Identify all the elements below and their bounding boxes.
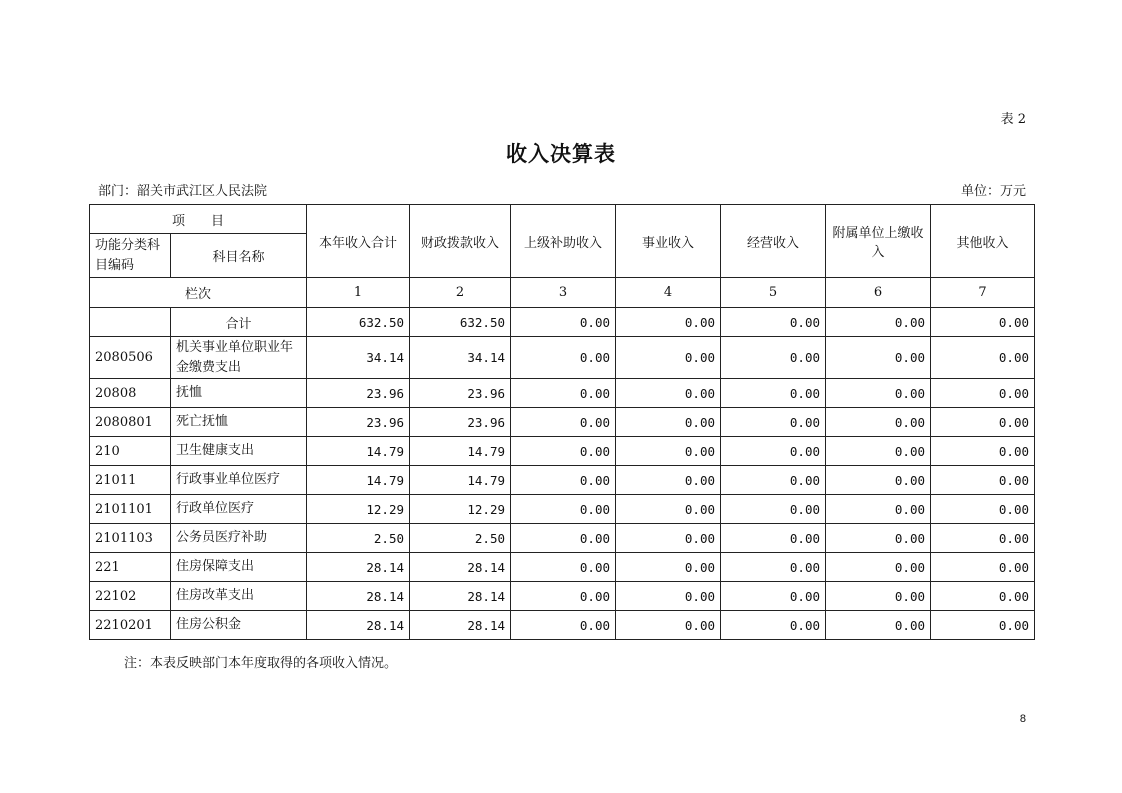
department-label: 部门：韶关市武江区人民法院 [98,184,268,199]
row-value: 12.29 [307,495,410,524]
page-title: 收入决算表 [506,142,616,166]
row-value: 0.00 [721,553,826,582]
table-number: 表 2 [1000,112,1026,127]
row-value: 0.00 [721,495,826,524]
row-value: 0.00 [826,408,931,437]
row-value: 0.00 [931,582,1035,611]
total-value: 632.50 [307,308,410,337]
row-value: 0.00 [511,553,616,582]
table-row [90,611,1035,640]
header-col-6: 附属单位上缴收入 [826,205,931,278]
row-value: 0.00 [826,379,931,408]
row-value: 0.00 [511,379,616,408]
row-value: 0.00 [616,437,721,466]
row-value: 14.79 [410,466,511,495]
row-code: 21011 [90,466,171,495]
row-value: 28.14 [410,611,511,640]
table-note: 注：本表反映部门本年度取得的各项收入情况。 [124,656,398,671]
table-row [90,466,1035,495]
row-value: 0.00 [931,408,1035,437]
row-subject-name: 住房保障支出 [171,553,307,582]
row-value: 0.00 [721,408,826,437]
row-value: 23.96 [410,379,511,408]
column-number: 6 [826,278,931,308]
column-number: 3 [511,278,616,308]
row-value: 0.00 [616,379,721,408]
header-col-1: 本年收入合计 [307,205,410,278]
row-value: 0.00 [826,437,931,466]
header-col-4: 事业收入 [616,205,721,278]
column-number: 4 [616,278,721,308]
row-value: 0.00 [616,524,721,553]
row-value: 14.79 [410,437,511,466]
page-number: 8 [1019,713,1026,725]
header-col-3: 上级补助收入 [511,205,616,278]
column-number-label: 栏次 [90,278,307,308]
row-code: 2080506 [90,337,171,379]
total-row [90,308,1035,337]
row-code: 2080801 [90,408,171,437]
table-row [90,524,1035,553]
row-value: 0.00 [511,611,616,640]
row-value: 0.00 [721,337,826,379]
total-value: 0.00 [616,308,721,337]
row-value: 0.00 [931,611,1035,640]
unit-label: 单位：万元 [960,184,1026,199]
row-value: 28.14 [307,611,410,640]
row-value: 0.00 [931,337,1035,379]
header-item: 项 目 [90,205,307,234]
total-code-cell [90,308,171,337]
row-value: 0.00 [616,408,721,437]
table-row [90,437,1035,466]
row-value: 23.96 [307,408,410,437]
row-value: 0.00 [826,524,931,553]
total-value: 632.50 [410,308,511,337]
row-value: 0.00 [511,582,616,611]
row-value: 0.00 [826,337,931,379]
row-value: 23.96 [410,408,511,437]
row-code: 22102 [90,582,171,611]
row-value: 0.00 [826,582,931,611]
row-value: 28.14 [307,553,410,582]
row-value: 0.00 [511,437,616,466]
row-value: 0.00 [616,582,721,611]
row-value: 2.50 [307,524,410,553]
row-value: 0.00 [721,611,826,640]
row-subject-name: 行政单位医疗 [171,495,307,524]
row-subject-name: 机关事业单位职业年金缴费支出 [171,337,307,379]
row-subject-name: 公务员医疗补助 [171,524,307,553]
row-value: 34.14 [307,337,410,379]
table-row [90,337,1035,379]
row-value: 28.14 [410,553,511,582]
row-value: 0.00 [616,466,721,495]
table-row [90,408,1035,437]
column-number: 1 [307,278,410,308]
row-value: 0.00 [511,495,616,524]
row-value: 0.00 [721,524,826,553]
row-value: 0.00 [721,466,826,495]
row-value: 0.00 [511,408,616,437]
row-value: 0.00 [511,337,616,379]
row-subject-name: 抚恤 [171,379,307,408]
total-value: 0.00 [511,308,616,337]
row-value: 0.00 [826,553,931,582]
row-code: 221 [90,553,171,582]
column-number: 7 [931,278,1035,308]
row-subject-name: 行政事业单位医疗 [171,466,307,495]
table-row [90,553,1035,582]
table-row [90,379,1035,408]
row-value: 0.00 [616,495,721,524]
total-value: 0.00 [931,308,1035,337]
row-value: 14.79 [307,437,410,466]
table-row [90,582,1035,611]
row-value: 0.00 [616,553,721,582]
row-value: 0.00 [721,582,826,611]
row-subject-name: 卫生健康支出 [171,437,307,466]
column-number: 5 [721,278,826,308]
row-value: 23.96 [307,379,410,408]
row-value: 28.14 [307,582,410,611]
row-value: 0.00 [616,337,721,379]
row-value: 2.50 [410,524,511,553]
row-code: 2101103 [90,524,171,553]
row-code: 20808 [90,379,171,408]
row-value: 0.00 [616,611,721,640]
row-value: 0.00 [931,466,1035,495]
row-value: 14.79 [307,466,410,495]
row-value: 0.00 [826,495,931,524]
row-value: 0.00 [721,379,826,408]
row-code: 2210201 [90,611,171,640]
row-value: 0.00 [931,437,1035,466]
header-col-5: 经营收入 [721,205,826,278]
row-value: 12.29 [410,495,511,524]
row-value: 0.00 [931,379,1035,408]
column-number-row [90,278,1035,308]
column-number: 2 [410,278,511,308]
total-value: 0.00 [721,308,826,337]
row-code: 2101101 [90,495,171,524]
row-value: 0.00 [721,437,826,466]
row-value: 0.00 [826,466,931,495]
row-value: 0.00 [511,466,616,495]
total-value: 0.00 [826,308,931,337]
header-col-2: 财政拨款收入 [410,205,511,278]
row-value: 0.00 [511,524,616,553]
row-subject-name: 住房公积金 [171,611,307,640]
row-value: 0.00 [931,553,1035,582]
row-value: 28.14 [410,582,511,611]
row-subject-name: 死亡抚恤 [171,408,307,437]
row-subject-name: 住房改革支出 [171,582,307,611]
row-value: 0.00 [931,495,1035,524]
header-code: 功能分类科目编码 [90,234,171,278]
header-row-1 [90,205,1035,234]
income-statement-table [89,204,1035,640]
row-code: 210 [90,437,171,466]
table-row [90,495,1035,524]
row-value: 34.14 [410,337,511,379]
header-col-7: 其他收入 [931,205,1035,278]
row-value: 0.00 [931,524,1035,553]
header-subject: 科目名称 [171,234,307,278]
total-label: 合计 [171,308,307,337]
row-value: 0.00 [826,611,931,640]
